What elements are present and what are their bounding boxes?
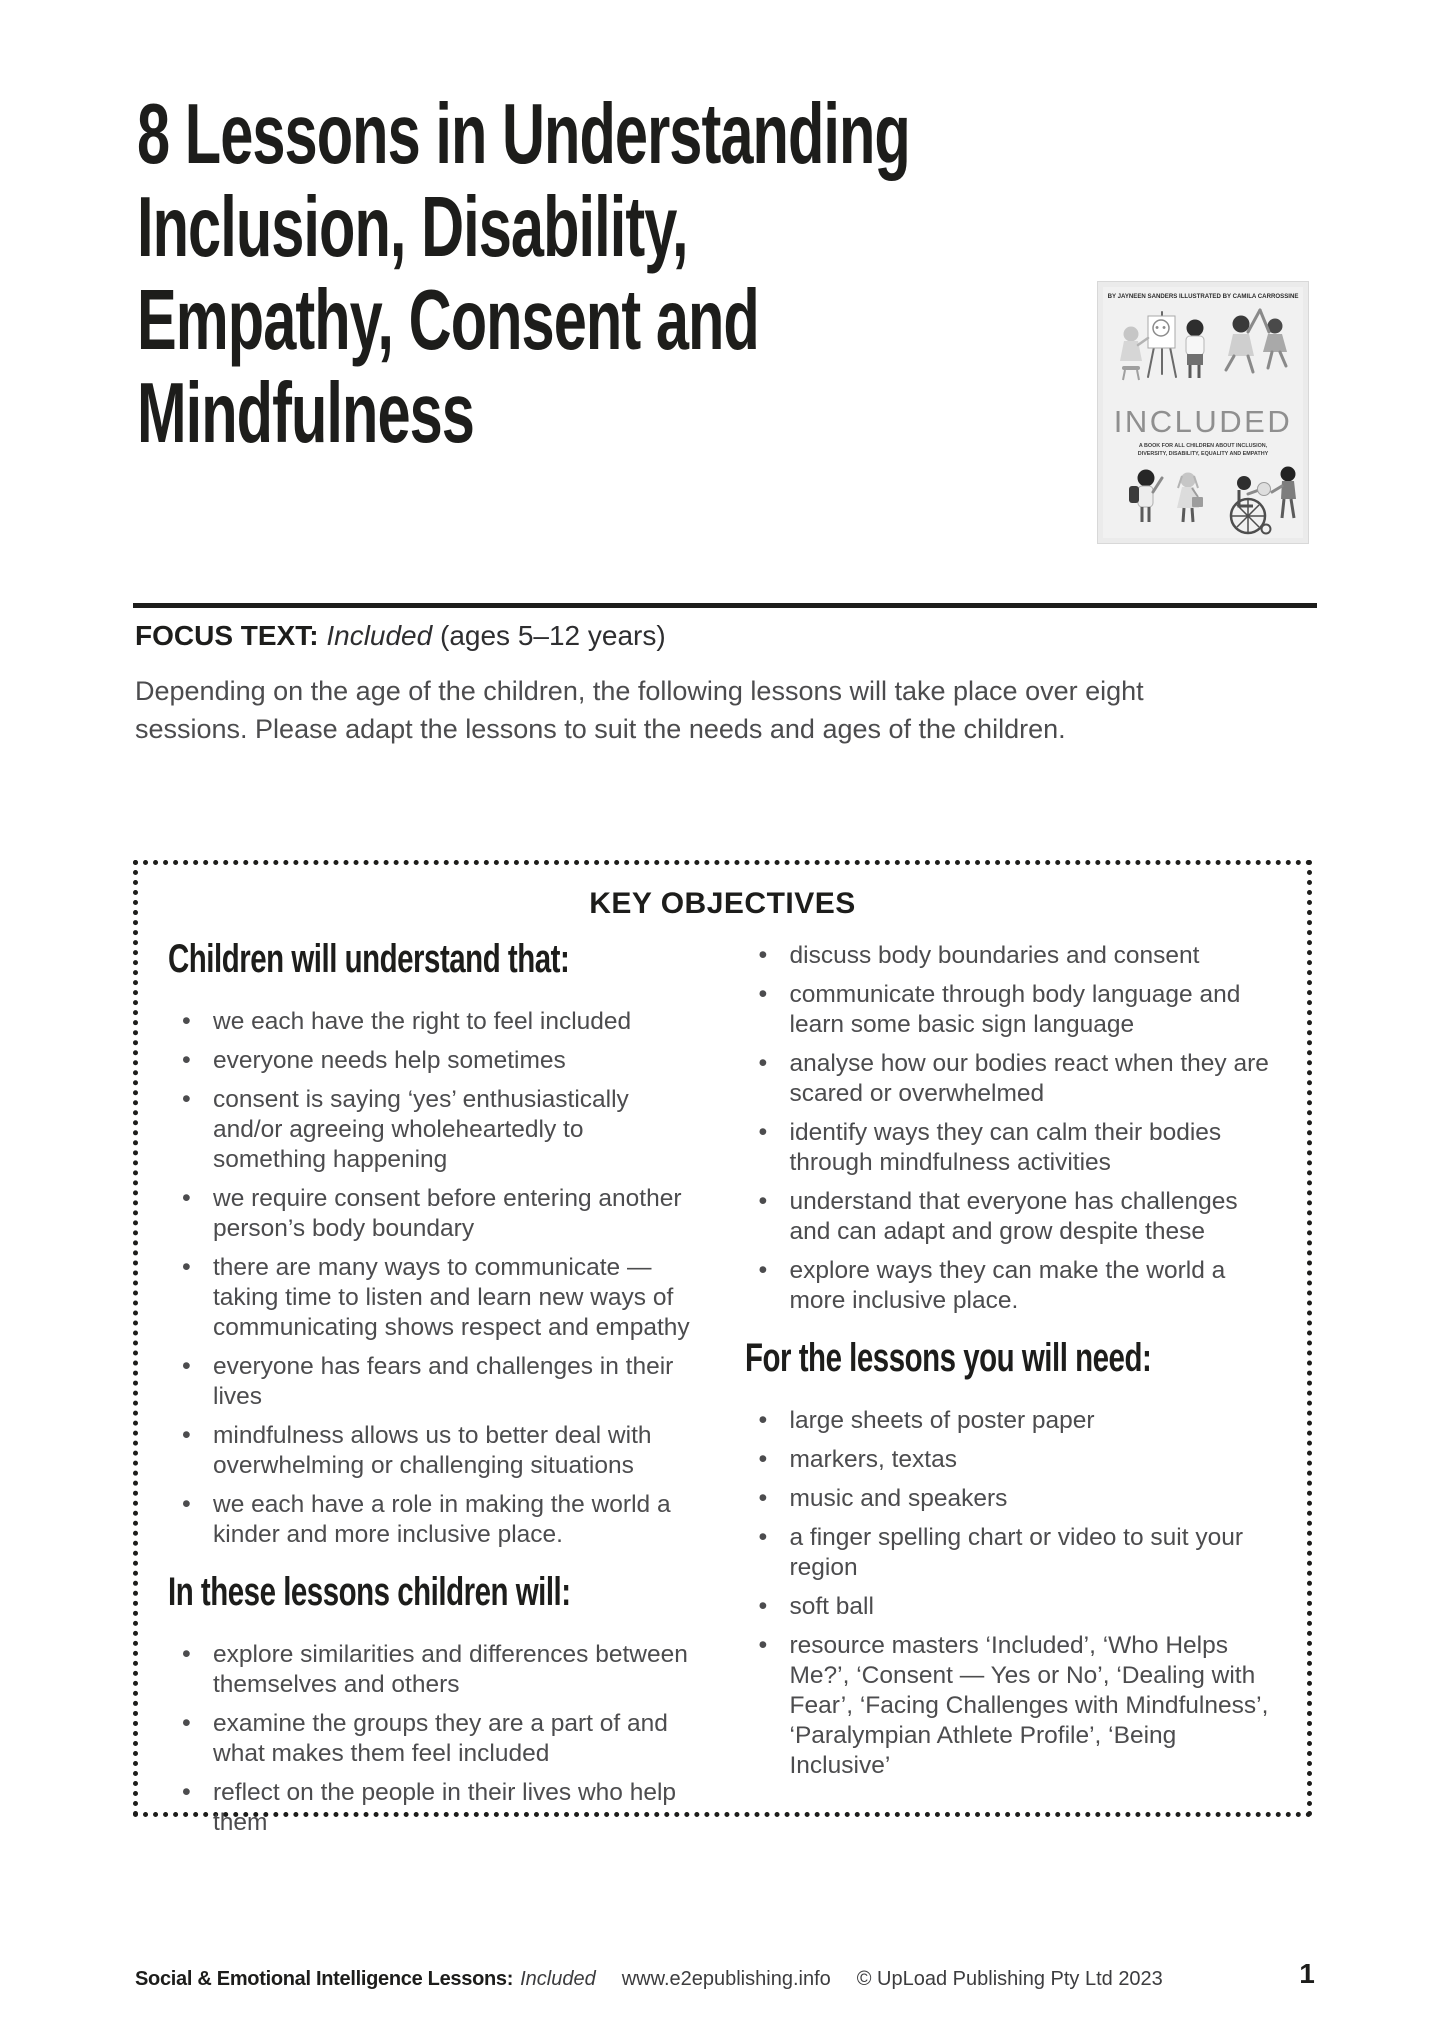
cover-byline: BY JAYNEEN SANDERS ILLUSTRATED BY CAMILA CARROSSINE	[1107, 293, 1299, 300]
focus-text-ages: (ages 5–12 years)	[440, 620, 666, 651]
page-footer	[135, 1968, 1315, 1991]
objectives-left-column	[166, 936, 703, 1847]
list-item: consent is saying ‘yes’ enthusiastically and/or agreeing wholeheartedly to something happening	[213, 1086, 629, 1173]
lessons-continued-list	[743, 941, 1280, 1316]
list-item: reflect on the people in their lives who help them	[213, 1779, 677, 1836]
title-line-3: Empathy, Consent and	[137, 271, 759, 368]
list-item: a finger spelling chart or video to suit your region	[789, 1524, 1243, 1581]
need-heading: For the lessons you will need:	[744, 1335, 1151, 1381]
footer-copyright: © UpLoad Publishing Pty Ltd 2023	[856, 1968, 1163, 1990]
title-line-1: 8 Lessons in Understanding	[137, 85, 910, 182]
list-item: examine the groups they are a part of and what makes them feel included	[213, 1710, 668, 1767]
list-item: everyone has fears and challenges in their lives	[213, 1353, 674, 1410]
footer-website: www.e2epublishing.info	[621, 1968, 831, 1990]
page-number: 1	[1299, 1958, 1315, 1989]
lessons-list	[166, 1640, 703, 1838]
list-item: identify ways they can calm their bodies through mindfulness activities	[789, 1119, 1222, 1176]
understand-heading: Children will understand that:	[168, 936, 570, 982]
lessons-heading: In these lessons children will:	[168, 1569, 571, 1615]
horizontal-divider	[133, 603, 1317, 608]
focus-text-label: FOCUS TEXT:	[135, 620, 319, 651]
list-item: music and speakers	[789, 1485, 1008, 1512]
cover-bottom-row-figures	[1138, 470, 1155, 487]
title-line-4: Mindfulness	[137, 364, 474, 461]
list-item: there are many ways to communicate — taking time to listen and learn new ways of communicating shows respect and empathy	[213, 1254, 690, 1341]
list-item: we require consent before entering another person’s body boundary	[213, 1185, 682, 1242]
list-item: analyse how our bodies react when they are scared or overwhelmed	[789, 1050, 1269, 1107]
key-objectives-box	[133, 860, 1312, 1836]
list-item: we each have the right to feel included	[213, 1008, 632, 1035]
cover-title: INCLUDED	[1113, 404, 1293, 439]
list-item: mindfulness allows us to better deal with overwhelming or challenging situations	[213, 1422, 652, 1479]
footer-book-title: Included	[520, 1968, 596, 1990]
key-objectives-columns	[166, 936, 1279, 1847]
objectives-right-column	[743, 941, 1280, 1847]
focus-text-line	[135, 620, 666, 652]
title-line-2: Inclusion, Disability,	[137, 178, 688, 275]
understand-list	[166, 1007, 703, 1550]
list-item: explore similarities and differences between themselves and others	[213, 1641, 688, 1698]
key-objectives-heading: KEY OBJECTIVES	[589, 887, 856, 920]
list-item: we each have a role in making the world a kinder and more inclusive place.	[213, 1491, 671, 1548]
list-item: everyone needs help sometimes	[213, 1047, 566, 1074]
intro-paragraph: Depending on the age of the children, the following lessons will take place over eight sessions. Please adapt the lessons to suit the needs and ages of the children.	[135, 676, 1144, 744]
list-item: resource masters ‘Included’, ‘Who Helps Me?’, ‘Consent — Yes or No’, ‘Dealing with Fear’, ‘Facing Challenges with Mindfulness’, ‘Paralympian Athlete Profile’, ‘Being Inclusive’	[789, 1632, 1269, 1779]
list-item: markers, textas	[789, 1446, 957, 1473]
footer-series-label: Social & Emotional Intelligence Lessons:	[135, 1968, 514, 1990]
list-item: soft ball	[789, 1593, 874, 1620]
list-item: understand that everyone has challenges and can adapt and grow despite these	[789, 1188, 1238, 1245]
list-item: explore ways they can make the world a more inclusive place.	[789, 1257, 1226, 1314]
list-item: communicate through body language and learn some basic sign language	[789, 981, 1241, 1038]
list-item: large sheets of poster paper	[789, 1407, 1095, 1434]
focus-text-book: Included	[326, 620, 433, 651]
page-title	[137, 84, 968, 461]
cover-subtitle-line1: A BOOK FOR ALL CHILDREN ABOUT INCLUSION,	[1138, 443, 1268, 449]
book-cover-illustration	[1098, 282, 1308, 543]
list-item: discuss body boundaries and consent	[789, 942, 1200, 969]
need-list	[743, 1406, 1280, 1781]
cover-subtitle-line2: DIVERSITY, DISABILITY, EQUALITY AND EMPATHY	[1137, 451, 1269, 457]
